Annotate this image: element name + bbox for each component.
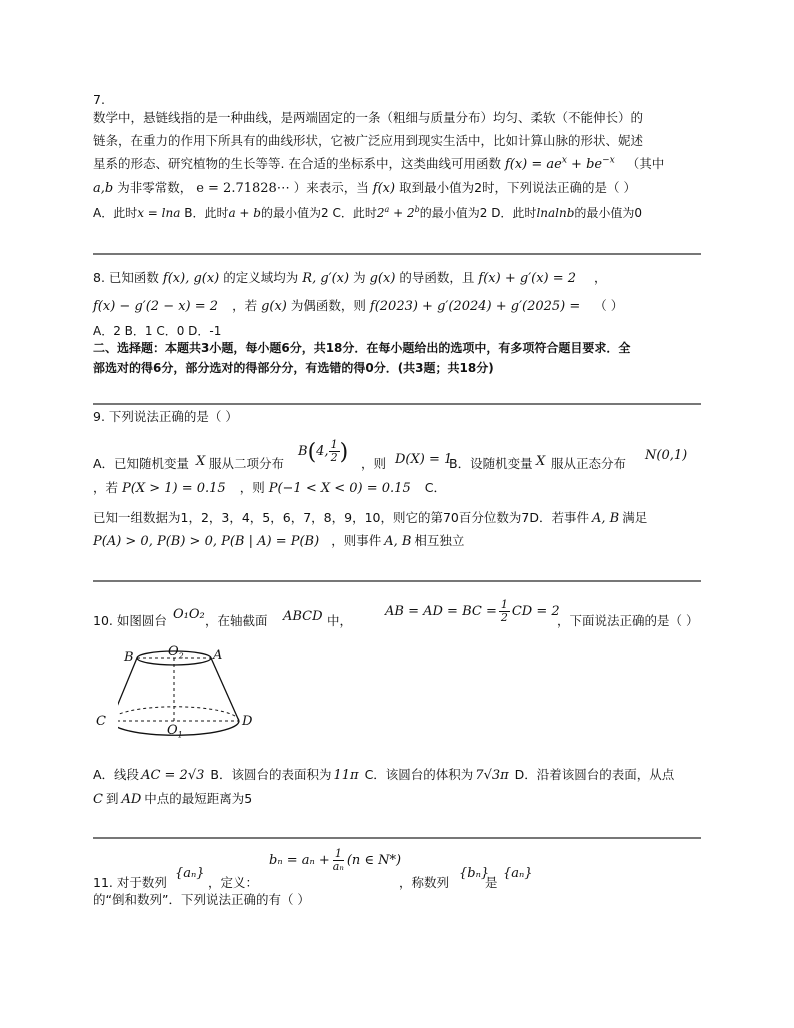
q7-options: A．此时x = lna B．此时a + b的最小值为2 C．此时$2^a + 2^b$的最小值为2 D．此时lnalnb的最小值为0 bbox=[93, 205, 643, 220]
q9-line-B: ，若 P(X > 1) = 0.15 ，则 P(−1 < X < 0) = 0.15 C． bbox=[93, 480, 446, 496]
divider-1 bbox=[93, 253, 701, 255]
section-line-2: 部选对的得6分，部分选对的得部分分，有选错的得0分．(共3题；共18分) bbox=[93, 361, 494, 375]
figure-label-B: B bbox=[124, 650, 134, 665]
section-line-1: 二、选择题：本题共3小题，每小题6分，共18分．在每小题给出的选项中，有多项符合题目要求．全 bbox=[93, 341, 631, 355]
bottom-ellipse-back bbox=[118, 707, 239, 721]
q11-stem: 11. 对于数列 {aₙ} ，定义： bₙ = aₙ + $\frac{1}{\text{aₙ}}$ (n ∈ N*) ，称数列 {bₙ} 是 {aₙ} bbox=[93, 847, 533, 890]
frustum-figure bbox=[118, 644, 258, 744]
q7-number: 7. bbox=[93, 92, 105, 107]
q10-equation: AB = AD = BC = $\frac{1}{2}$ CD = 2 bbox=[385, 598, 560, 625]
q9-binomial: B(4, $\frac{1}{2}$ ) bbox=[298, 437, 349, 465]
q8-line-2: f(x) − g′(2 − x) = 2 ，若 g(x) 为偶函数，则 f(2023) + g′(2024) + g′(2025) = （ ） bbox=[93, 298, 624, 314]
divider-2 bbox=[93, 403, 701, 405]
q11-definition: bₙ = aₙ + $\frac{1}{\text{aₙ}}$ (n ∈ N*) bbox=[269, 847, 402, 874]
divider-4 bbox=[93, 837, 701, 839]
q7-line-1: 数学中，悬链线指的是一种曲线，是两端固定的一条（粗细与质量分布）均匀、柔软（不能伸长）的 bbox=[93, 110, 644, 125]
q9-stem: 9. 下列说法正确的是（ ） bbox=[93, 409, 238, 424]
figure-label-O2: $O_2$ bbox=[168, 644, 184, 661]
q9-line-A: A．已知随机变量 X 服从二项分布 B(4, $\frac{1}{2}$ ) ，则 D(X) = 1 B．设随机变量 X 服从正态分布 N(0,1) bbox=[93, 437, 688, 471]
q8-options: A．2 B．1 C．0 D．-1 bbox=[93, 324, 222, 338]
q7-function: $f(x) = ae^x + be^{-x}$ bbox=[504, 155, 615, 172]
q10-options-line-1: A．线段 AC = 2√3 B．该圆台的表面积为 11π C．该圆台的体积为 7√3π D．沿着该圆台的表面，从点 bbox=[93, 767, 675, 783]
q10-stem: 10. 如图圆台 O₁O₂ ，在轴截面 ABCD 中， AB = AD = BC = $\frac{1}{2}$ CD = 2 ，下面说法正确的是（ ） bbox=[93, 598, 699, 628]
figure-label-A: A bbox=[213, 648, 223, 663]
figure-label-O1: $O_1$ bbox=[167, 723, 183, 740]
q7-line-4: a,b 为非零常数， e = 2.71828⋯ ）来表示，当 f(x) 取到最小值为2时，下列说法正确的是（ ） bbox=[93, 180, 637, 196]
q8-line-1: 8. 已知函数 f(x), g(x) 的定义域均为 R, g′(x) 为 g(x) 的导函数，且 f(x) + g′(x) = 2 ， bbox=[93, 270, 607, 286]
q11-line-2: 的“倒和数列”．下列说法正确的有（ ） bbox=[93, 892, 310, 907]
q7-line-2: 链条，在重力的作用下所具有的曲线形状，它被广泛应用到现实生活中，比如计算山脉的形状、妮述 bbox=[93, 133, 644, 148]
right-generator bbox=[211, 658, 239, 721]
q10-options-line-2: C 到 AD 中点的最短距离为5 bbox=[93, 791, 253, 807]
q9-line-D: P(A) > 0, P(B) > 0, P(B | A) = P(B) ，则事件 A, B 相互独立 bbox=[93, 533, 465, 549]
figure-label-C: C bbox=[96, 714, 106, 729]
figure-label-D: D bbox=[242, 714, 253, 729]
q7-line-3: 星系的形态、研究植物的生长等等. 在合适的坐标系中，这类曲线可用函数 $f(x) = ae^x + be^{-x}$ （其中 bbox=[93, 155, 665, 172]
q9-line-C: 已知一组数据为1，2，3，4，5，6，7，8，9，10，则它的第70百分位数为7D．若事件 A, B 满足 bbox=[93, 510, 648, 526]
divider-3 bbox=[93, 580, 701, 582]
